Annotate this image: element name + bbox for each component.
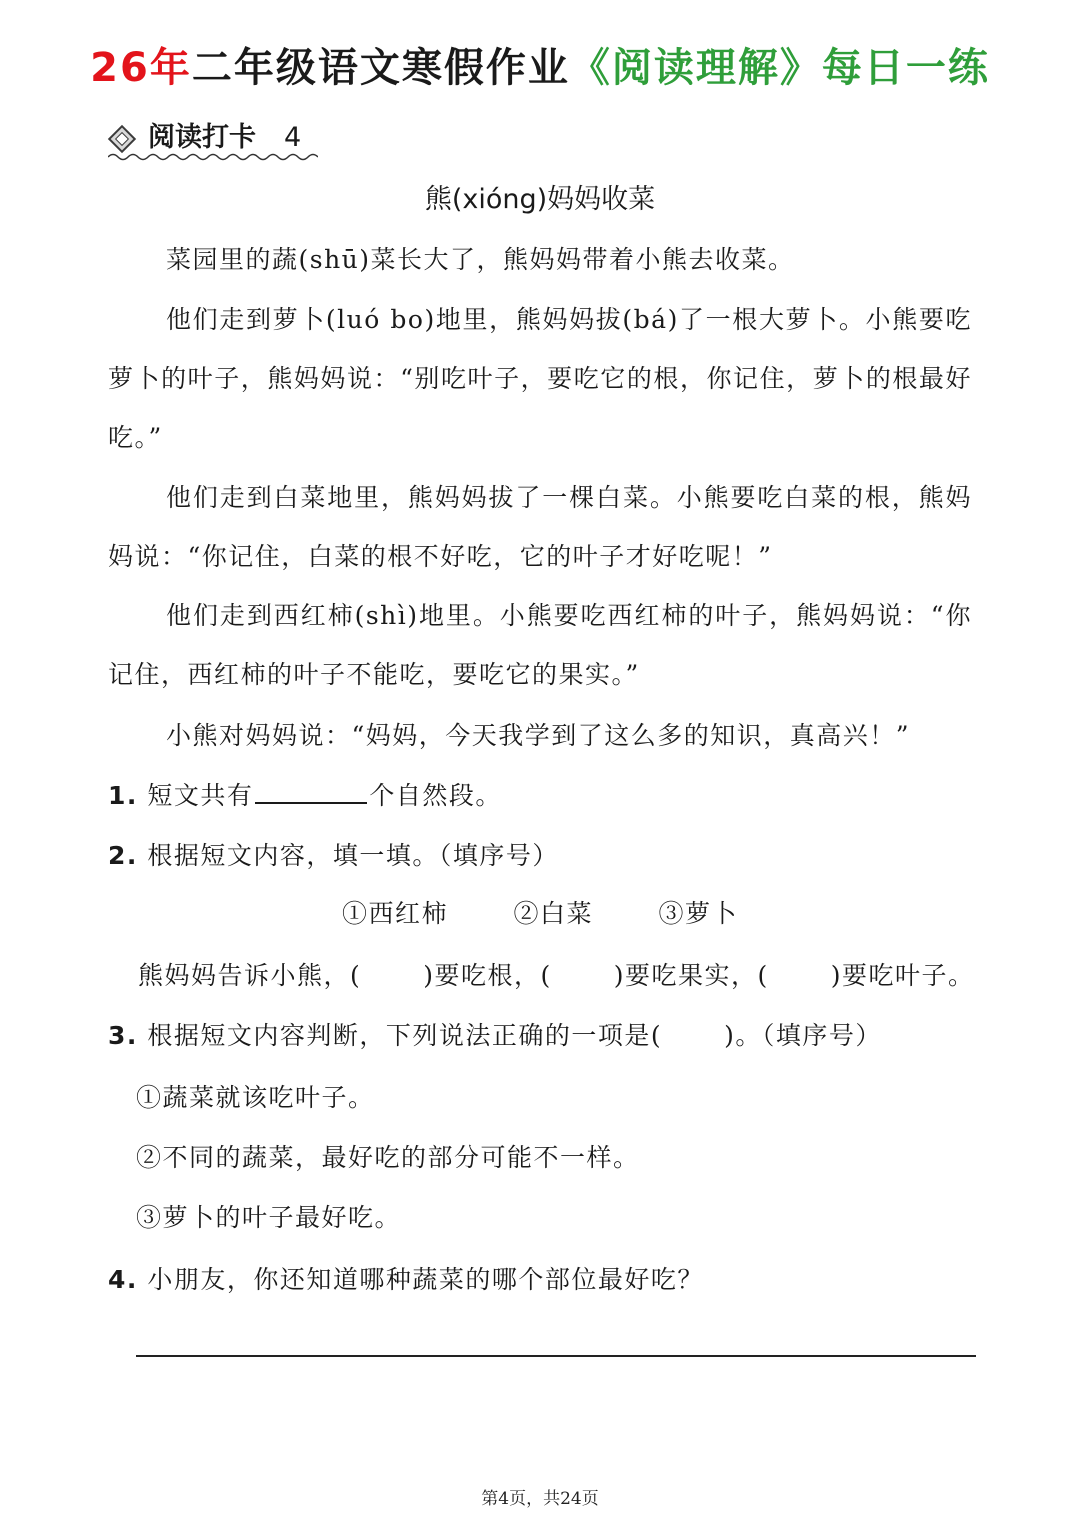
fill-part-b: )要吃根，( [423, 961, 552, 990]
story-title: 熊(xióng)妈妈收菜 [424, 184, 656, 215]
option-tomato: ①西红柿 [342, 899, 449, 928]
question-4-number: 4. [108, 1265, 138, 1294]
checkin-label: 阅读打卡 [148, 122, 256, 153]
question-2-text: 根据短文内容，填一填。（填序号） [147, 841, 559, 870]
option-radish: ③萝卜 [658, 899, 738, 928]
diamond-icon [108, 125, 136, 153]
question-1 [108, 776, 502, 816]
question-3-choice-1: ①蔬菜就该吃叶子。 [136, 1083, 375, 1112]
story-paragraph-2: 他们走到萝卜(luó bo)地里，熊妈妈拔(bá)了一根大萝卜。小熊要吃萝卜的叶子，熊妈妈说：“别吃叶子，要吃它的根，你记住，萝卜的根最好吃。” [108, 305, 972, 452]
checkin-number: 4 [284, 122, 302, 153]
page-number: 第4页，共24页 [481, 1489, 599, 1509]
question-2-number: 2. [108, 841, 138, 870]
story-paragraph-1: 菜园里的蔬(shū)菜长大了，熊妈妈带着小熊去收菜。 [166, 245, 795, 274]
wavy-underline [108, 152, 318, 162]
fill-part-c: )要吃果实，( [613, 961, 769, 990]
question-3-text-before: 根据短文内容判断，下列说法正确的一项是( [147, 1021, 663, 1050]
story-paragraph-4: 他们走到西红柿(shì)地里。小熊要吃西红柿的叶子，熊妈妈说：“你记住，西红柿的叶子不能吃，要吃它的果实。” [108, 601, 972, 689]
title-grade: 二年级语文寒假作业 [191, 45, 570, 91]
question-3-text-after: )。（填序号） [724, 1021, 882, 1050]
question-4-answer-line[interactable] [136, 1355, 976, 1357]
question-1-text-before: 短文共有 [147, 781, 254, 810]
page-title [0, 38, 1080, 98]
question-3-number: 3. [108, 1021, 138, 1050]
fill-part-d: )要吃叶子。 [830, 961, 975, 990]
question-4-text: 小朋友，你还知道哪种蔬菜的哪个部位最好吃？ [147, 1265, 704, 1294]
fill-part-a: 熊妈妈告诉小熊，( [138, 961, 362, 990]
question-3-choice-2: ②不同的蔬菜，最好吃的部分可能不一样。 [136, 1143, 640, 1172]
question-3-choice-3: ③萝卜的叶子最好吃。 [136, 1203, 402, 1232]
question-2-options [0, 894, 1080, 934]
question-1-text-after: 个自然段。 [369, 781, 502, 810]
question-2 [108, 836, 559, 876]
question-4 [108, 1260, 704, 1300]
option-cabbage: ②白菜 [513, 899, 593, 928]
question-2-fill-sentence [138, 956, 975, 996]
story-paragraph-3: 他们走到白菜地里，熊妈妈拔了一棵白菜。小熊要吃白菜的根，熊妈妈说：“你记住，白菜的根不好吃，它的叶子才好吃呢！” [108, 483, 972, 571]
title-year: 26年 [90, 45, 192, 91]
question-3 [108, 1016, 882, 1056]
title-series: 《阅读理解》每日一练 [569, 45, 990, 91]
question-1-number: 1. [108, 781, 138, 810]
story-paragraph-5: 小熊对妈妈说：“妈妈，今天我学到了这么多的知识，真高兴！” [166, 721, 911, 750]
question-1-blank[interactable] [255, 776, 367, 804]
